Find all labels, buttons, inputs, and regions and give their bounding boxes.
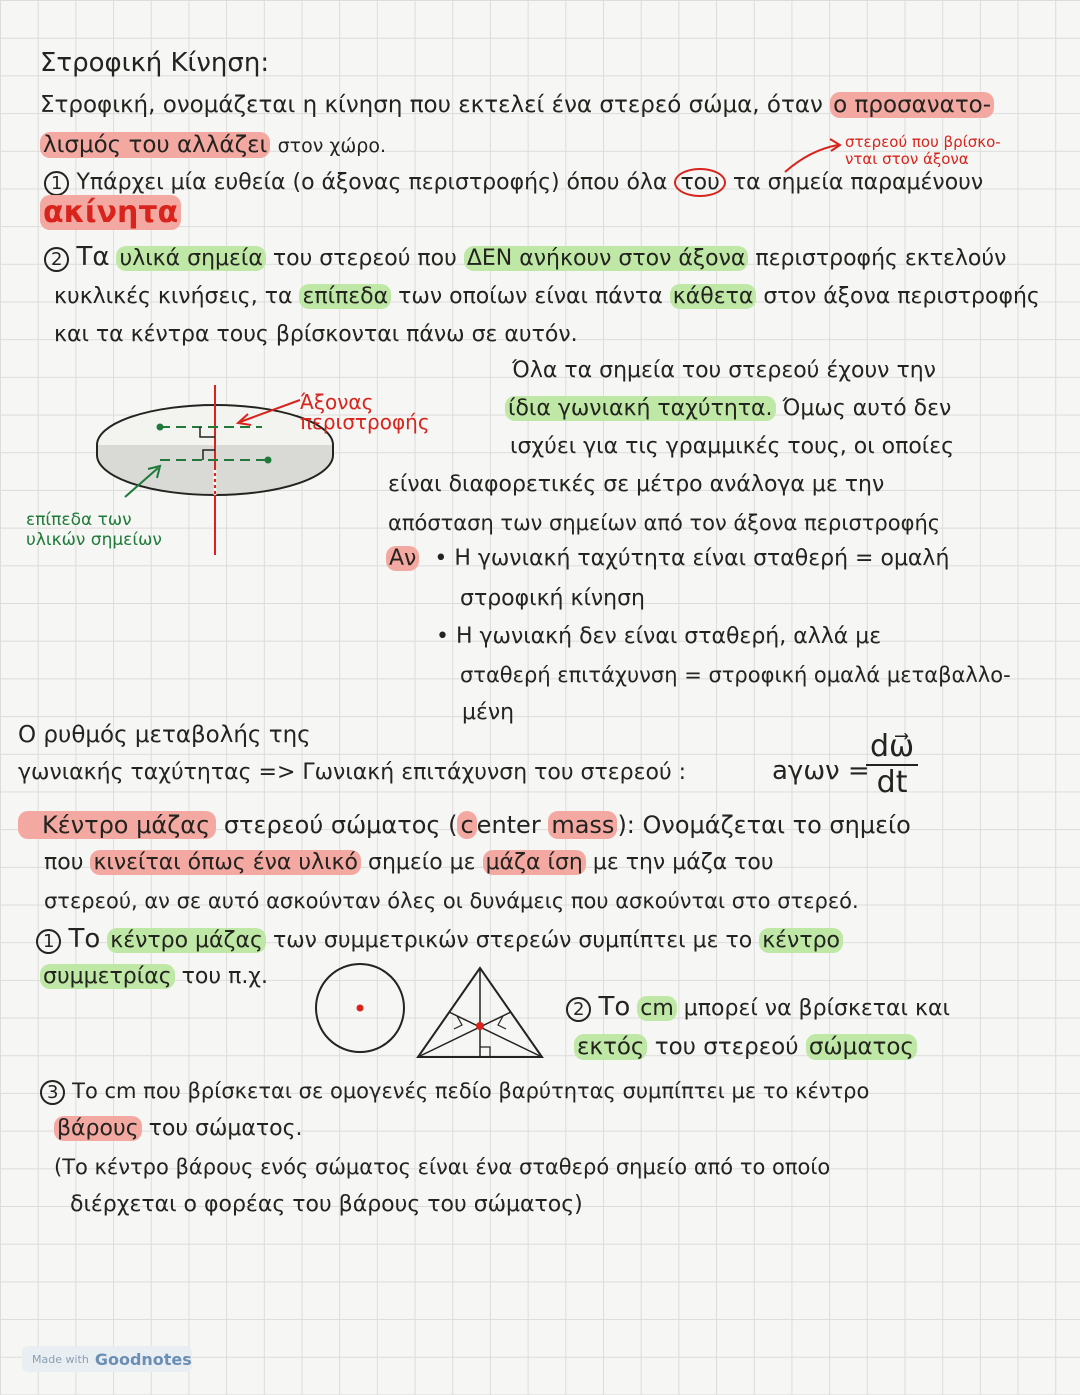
acceleration-symbol: aγων =	[772, 756, 870, 786]
point-2-line-3: και τα κέντρα τους βρίσκονται πάνω σε αυτόν.	[54, 322, 578, 347]
velocity-bullet-1: • Η γωνιακή ταχύτητα είναι σταθερή = ομαλή	[434, 546, 950, 571]
cm-point-1-hl-3: συμμετρίας	[40, 964, 175, 989]
velocity-bullet-2-cont-1: σταθερή επιτάχυνση = στροφική ομαλά μεταβαλλο-	[460, 663, 1011, 687]
cm-point-3-a: Το cm που βρίσκεται σε ομογενές πεδίο βαρύτητας συμπίπτει με το κέντρο	[72, 1079, 870, 1103]
velocity-if-label: Αν	[386, 546, 419, 571]
intro-side-note: στερεού που βρίσκο- νται στον άξονα	[845, 133, 1001, 168]
cm-point-1-b: των συμμετρικών στερεών συμπίπτει με το	[272, 928, 753, 953]
point-2-l2-hl-1: επίπεδα	[299, 284, 391, 309]
cm-l2-a: που	[44, 850, 84, 875]
cm-point-3-line	[40, 1076, 869, 1108]
point-2-l2-b: των οποίων είναι πάντα	[398, 284, 663, 309]
velocity-bullet-1-cont: στροφική κίνηση	[460, 586, 646, 611]
cm-point-2-a: Το	[598, 992, 631, 1022]
cm-point-3-number: 3	[40, 1080, 65, 1105]
cm-point-2-hl-3: σώματος	[806, 1034, 917, 1060]
cm-line-3: στερεού, αν σε αυτό ασκούνταν όλες οι δυνάμεις που ασκούνται στο στερεό.	[44, 889, 859, 913]
intro-text-b: στον χώρο.	[277, 135, 386, 157]
cm-l2-hl-1: κινείται όπως ένα υλικό	[90, 850, 361, 875]
page-title: Στροφική Κίνηση:	[40, 48, 270, 78]
cm-highlight-mass: mass	[548, 811, 617, 839]
badge-brand: Goodnotes	[94, 1349, 192, 1369]
point-2-number: 2	[44, 247, 69, 272]
fraction-numerator: dω⃗	[866, 730, 918, 766]
velocity-line-4: είναι διαφορετικές σε μέτρο ανάλογα με την	[388, 472, 885, 497]
point-1-still: ακίνητα	[40, 195, 181, 230]
velocity-bullet-2: • Η γωνιακή δεν είναι σταθερή, αλλά με	[436, 624, 882, 649]
point-2-text-c: περιστροφής εκτελούν	[755, 246, 1007, 271]
badge-made-with: Made with	[32, 1352, 89, 1366]
intro-highlight-2: λισμός του αλλάζει	[40, 132, 270, 158]
cm-l2-b: σημείο με	[368, 850, 476, 875]
point-2-l2-a: κυκλικές κινήσεις, τα	[54, 284, 293, 309]
velocity-line-1: Όλα τα σημεία του στερεού έχουν την	[512, 358, 936, 383]
cm-point-2-line-2	[574, 1032, 917, 1062]
cm-text-c: ): Ονομάζεται το σημείο	[617, 811, 911, 839]
cm-point-2-line	[566, 992, 950, 1025]
cm-text-a: στερεού σώματος (	[223, 811, 458, 839]
cm-point-2-hl-2: εκτός	[574, 1034, 647, 1060]
cm-point-2-hl-1: cm	[637, 996, 677, 1021]
axis-label: Άξονας περιστροφής	[300, 390, 430, 434]
planes-label: επίπεδα των υλικών σημείων	[26, 510, 162, 550]
cm-point-1-hl-1: κέντρο μάζας	[107, 928, 266, 953]
cm-point-1-a: Το	[68, 924, 101, 954]
velocity-bullet-2-cont-2: μένη	[462, 700, 515, 725]
point-2-text-a: Τα	[76, 242, 110, 272]
cm-point-4-line-2: διέρχεται ο φορέας του βάρους του σώματος)	[70, 1192, 583, 1217]
cm-point-3-line-2	[54, 1114, 303, 1144]
cm-l2-hl-2: μάζα ίση	[483, 850, 586, 875]
cm-point-3-hl: βάρους	[54, 1116, 142, 1141]
point-2-text-b: του στερεού που	[272, 246, 457, 271]
cm-point-1-number: 1	[36, 929, 61, 954]
intro-text-a: Στροφική, ονομάζεται η κίνηση που εκτελεί ένα στερεό σώμα, όταν	[40, 92, 823, 118]
point-1-text-a: Υπάρχει μία ευθεία (ο άξονας περιστροφής) όπου όλα	[76, 170, 668, 195]
point-2-l2-c: στον άξονα περιστροφής	[763, 284, 1040, 309]
cm-text-b: enter	[476, 811, 541, 839]
point-2-l2-hl-2: κάθετα	[670, 284, 757, 309]
acceleration-text: γωνιακής ταχύτητας => Γωνιακή επιτάχυνση του στερεού :	[18, 760, 687, 785]
intro-highlight-1: ο προσανατο-	[830, 92, 994, 118]
velocity-text-b: Όμως αυτό δεν	[782, 396, 952, 421]
velocity-line-5: απόσταση των σημείων από τον άξονα περιστροφής	[388, 511, 941, 535]
cm-point-2-b: μπορεί να βρίσκεται και	[683, 996, 950, 1021]
velocity-highlight: ίδια γωνιακή ταχύτητα.	[505, 396, 776, 421]
point-1-number: 1	[44, 171, 69, 196]
point-1-circled: του	[674, 168, 725, 197]
goodnotes-badge	[22, 1346, 192, 1372]
velocity-line-3: ισχύει για τις γραμμικές τους, οι οποίες	[510, 434, 955, 459]
acceleration-line-1: Ο ρυθμός μεταβολής της	[18, 722, 311, 748]
point-1-text-b: τα σημεία παραμένουν	[732, 170, 984, 195]
cm-l2-c: με την μάζα του	[592, 850, 774, 875]
fraction-denominator: dt	[876, 765, 908, 800]
point-2-hl-1: υλικά σημεία	[116, 246, 265, 271]
cm-point-1-c: του π.χ.	[181, 964, 269, 989]
cm-point-2-c: του στερεού	[654, 1034, 799, 1060]
cm-point-2-number: 2	[566, 997, 591, 1022]
point-2-hl-2: ΔΕΝ ανήκουν στον άξονα	[464, 246, 749, 271]
cm-highlight-c: c	[457, 811, 476, 839]
cm-point-1-hl-2: κέντρο	[759, 928, 843, 953]
cm-point-4-line-1: (Το κέντρο βάρους ενός σώματος είναι ένα σταθερό σημείο από το οποίο	[54, 1155, 831, 1179]
cm-point-3-b: του σώματος.	[148, 1116, 303, 1141]
cm-highlight-title: Κέντρο μάζας	[18, 811, 216, 839]
